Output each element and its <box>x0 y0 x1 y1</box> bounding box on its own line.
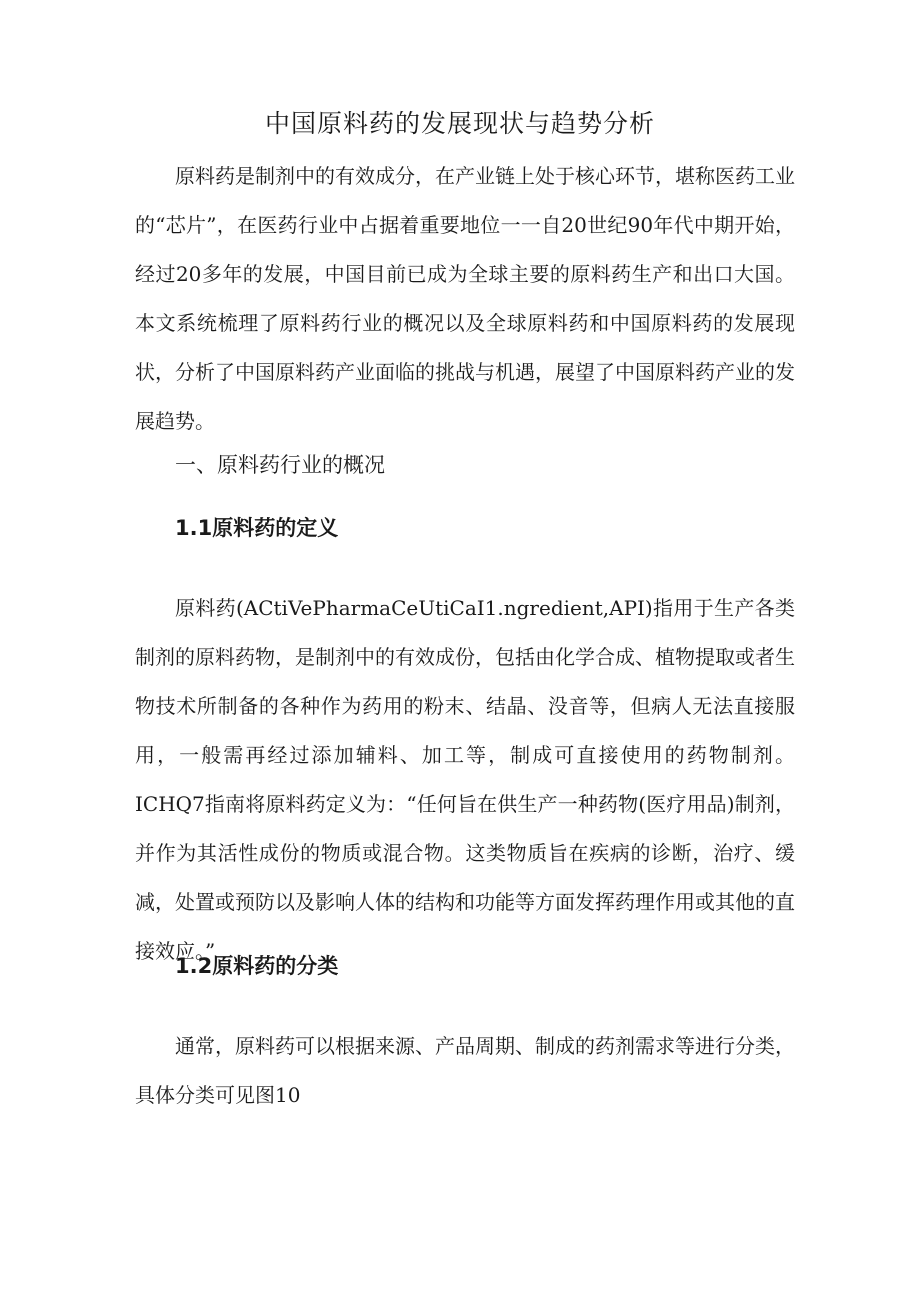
document-title: 中国原料药的发展现状与趋势分析 <box>264 109 655 138</box>
definition-paragraph: 原料药(ACtiVePharmaCeUtiCaI1.ngredient,API)指用于生产各类制剂的原料药物，是制剂中的有效成份，包括由化学合成、植物提取或者生物技术所制备的各种作为药用的粉末、结晶、没音等，但病人无法直接服用，一般需再经过添加辅料、加工等，制成可直接使用的药物制剂。ICHQ7指南将原料药定义为：“任何旨在供生产一种药物(医疗用品)制剂，并作为其活性成份的物质或混合物。这类物质旨在疾病的诊断，治疗、缓减，处置或预防以及影响人体的结构和功能等方面发挥药理作用或其他的直接效应。” <box>135 596 795 963</box>
subsection-heading-classification: 1.2原料药的分类 <box>175 954 339 978</box>
section-heading: 一、原料药行业的概况 <box>175 453 385 477</box>
subsection-heading-definition: 1.1原料药的定义 <box>175 516 339 540</box>
intro-paragraph: 原料药是制剂中的有效成分，在产业链上处于核心环节，堪称医药工业的“芯片”，在医药行业中占据着重要地位一一自20世纪90年代中期开始，经过20多年的发展，中国目前已成为全球主要的原料药生产和出口大国。本文系统梳理了原料药行业的概况以及全球原料药和中国原料药的发展现状，分析了中国原料药产业面临的挑战与机遇，展望了中国原料药产业的发展趋势。 <box>135 164 795 433</box>
classification-paragraph: 通常，原料药可以根据来源、产品周期、制成的药剂需求等进行分类，具体分类可见图10 <box>135 1034 795 1107</box>
